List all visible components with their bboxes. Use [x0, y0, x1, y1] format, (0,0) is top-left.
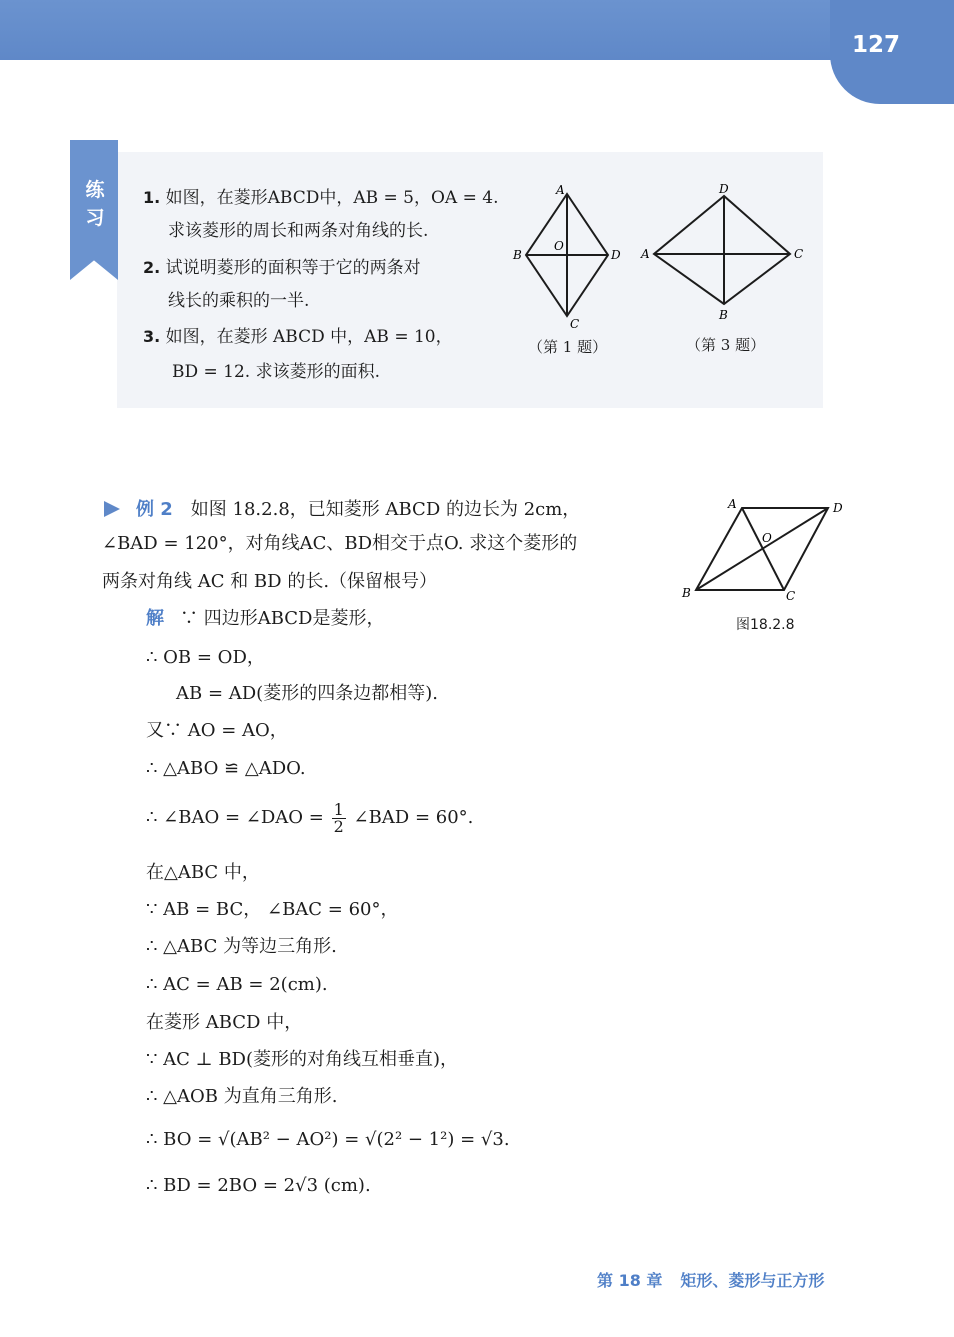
exercise-item-2: 2. 试说明菱形的面积等于它的两条对 — [143, 258, 421, 278]
solution-line-2: ∴ OB = OD， — [146, 647, 265, 668]
solution-angle-line: ∴ ∠BAO = ∠DAO = $\frac{1}{2}$ ∠BAD = 60°. — [146, 799, 474, 836]
label-c: C — [570, 317, 580, 330]
exercise-item-1: 1. 如图，在菱形ABCD中，AB = 5，OA = 4. — [143, 188, 499, 208]
diagonal-bd — [696, 508, 828, 590]
solution-line-4: 又∵ AO = AO， — [146, 720, 288, 741]
figure-exercise-1 — [512, 180, 632, 330]
example-tag: 例 2 — [136, 499, 173, 520]
exercise-item-1-line-2: 求该菱形的周长和两条对角线的长. — [168, 221, 429, 241]
label-c: C — [786, 589, 796, 603]
solution-line-5: ∴ △ABO ≌ △ADO. — [146, 758, 306, 779]
exercise-item-3-line-2: BD = 12. 求该菱形的面积. — [172, 362, 381, 382]
solution-line-14: ∴ BD = 2BO = 2√3 (cm). — [146, 1175, 371, 1196]
label-d: D — [611, 248, 621, 262]
rhombus-outline — [654, 196, 790, 304]
exercise-item-3: 3. 如图，在菱形 ABCD 中，AB = 10， — [143, 327, 453, 347]
example-line-3: 两条对角线 AC 和 BD 的长.（保留根号） — [102, 571, 438, 592]
example-2-heading: 例 2 如图 18.2.8，已知菱形 ABCD 的边长为 2cm， — [104, 497, 580, 523]
label-b: B — [719, 308, 728, 322]
label-b: B — [513, 248, 522, 262]
figure-18-2-8 — [680, 492, 850, 608]
play-arrow-icon — [104, 501, 120, 517]
solution-line-3: AB = AD(菱形的四条边都相等). — [176, 683, 438, 704]
solution-line-13: ∴ BO = √(AB² − AO²) = √(2² − 1²) = √3. — [146, 1129, 510, 1150]
figure-1-caption: （第 1 题） — [528, 338, 608, 356]
label-b: B — [682, 586, 691, 600]
label-a: A — [728, 497, 737, 511]
solution-line-8: ∴ △ABC 为等边三角形. — [146, 936, 337, 957]
exercise-label: 练 习 — [85, 179, 105, 229]
label-c: C — [794, 247, 804, 261]
label-d: D — [833, 501, 843, 515]
exercise-item-2-line-2: 线长的乘积的一半. — [168, 291, 310, 311]
page-number: 127 — [852, 32, 901, 58]
label-o: O — [554, 239, 564, 253]
footer-chapter: 第 18 章 矩形、菱形与正方形 — [597, 1271, 825, 1290]
figure-title: 图18.2.8 — [736, 617, 795, 633]
solution-line-7: ∵ AB = BC， ∠BAC = 60°， — [146, 899, 399, 920]
label-a: A — [556, 183, 565, 197]
fraction-one-half: $\frac{1}{2}$ — [333, 799, 344, 836]
header-band — [0, 0, 954, 60]
solution-line-11: ∵ AC ⊥ BD(菱形的对角线互相垂直)， — [146, 1049, 459, 1070]
solution-line-10: 在菱形 ABCD 中， — [146, 1012, 303, 1033]
solution-line-1: 解 ∵ 四边形ABCD是菱形， — [146, 608, 385, 629]
label-a: A — [641, 247, 650, 261]
label-d: D — [719, 182, 729, 196]
figure-exercise-3 — [640, 180, 810, 330]
solution-tag: 解 — [146, 608, 164, 629]
solution-line-6: 在△ABC 中， — [146, 862, 260, 883]
solution-line-9: ∴ AC = AB = 2(cm). — [146, 974, 328, 995]
figure-3-caption: （第 3 题） — [686, 336, 766, 354]
solution-line-12: ∴ △AOB 为直角三角形. — [146, 1086, 338, 1107]
label-o: O — [762, 531, 772, 545]
example-line-2: ∠BAD = 120°，对角线AC、BD相交于点O. 求这个菱形的 — [102, 533, 578, 554]
